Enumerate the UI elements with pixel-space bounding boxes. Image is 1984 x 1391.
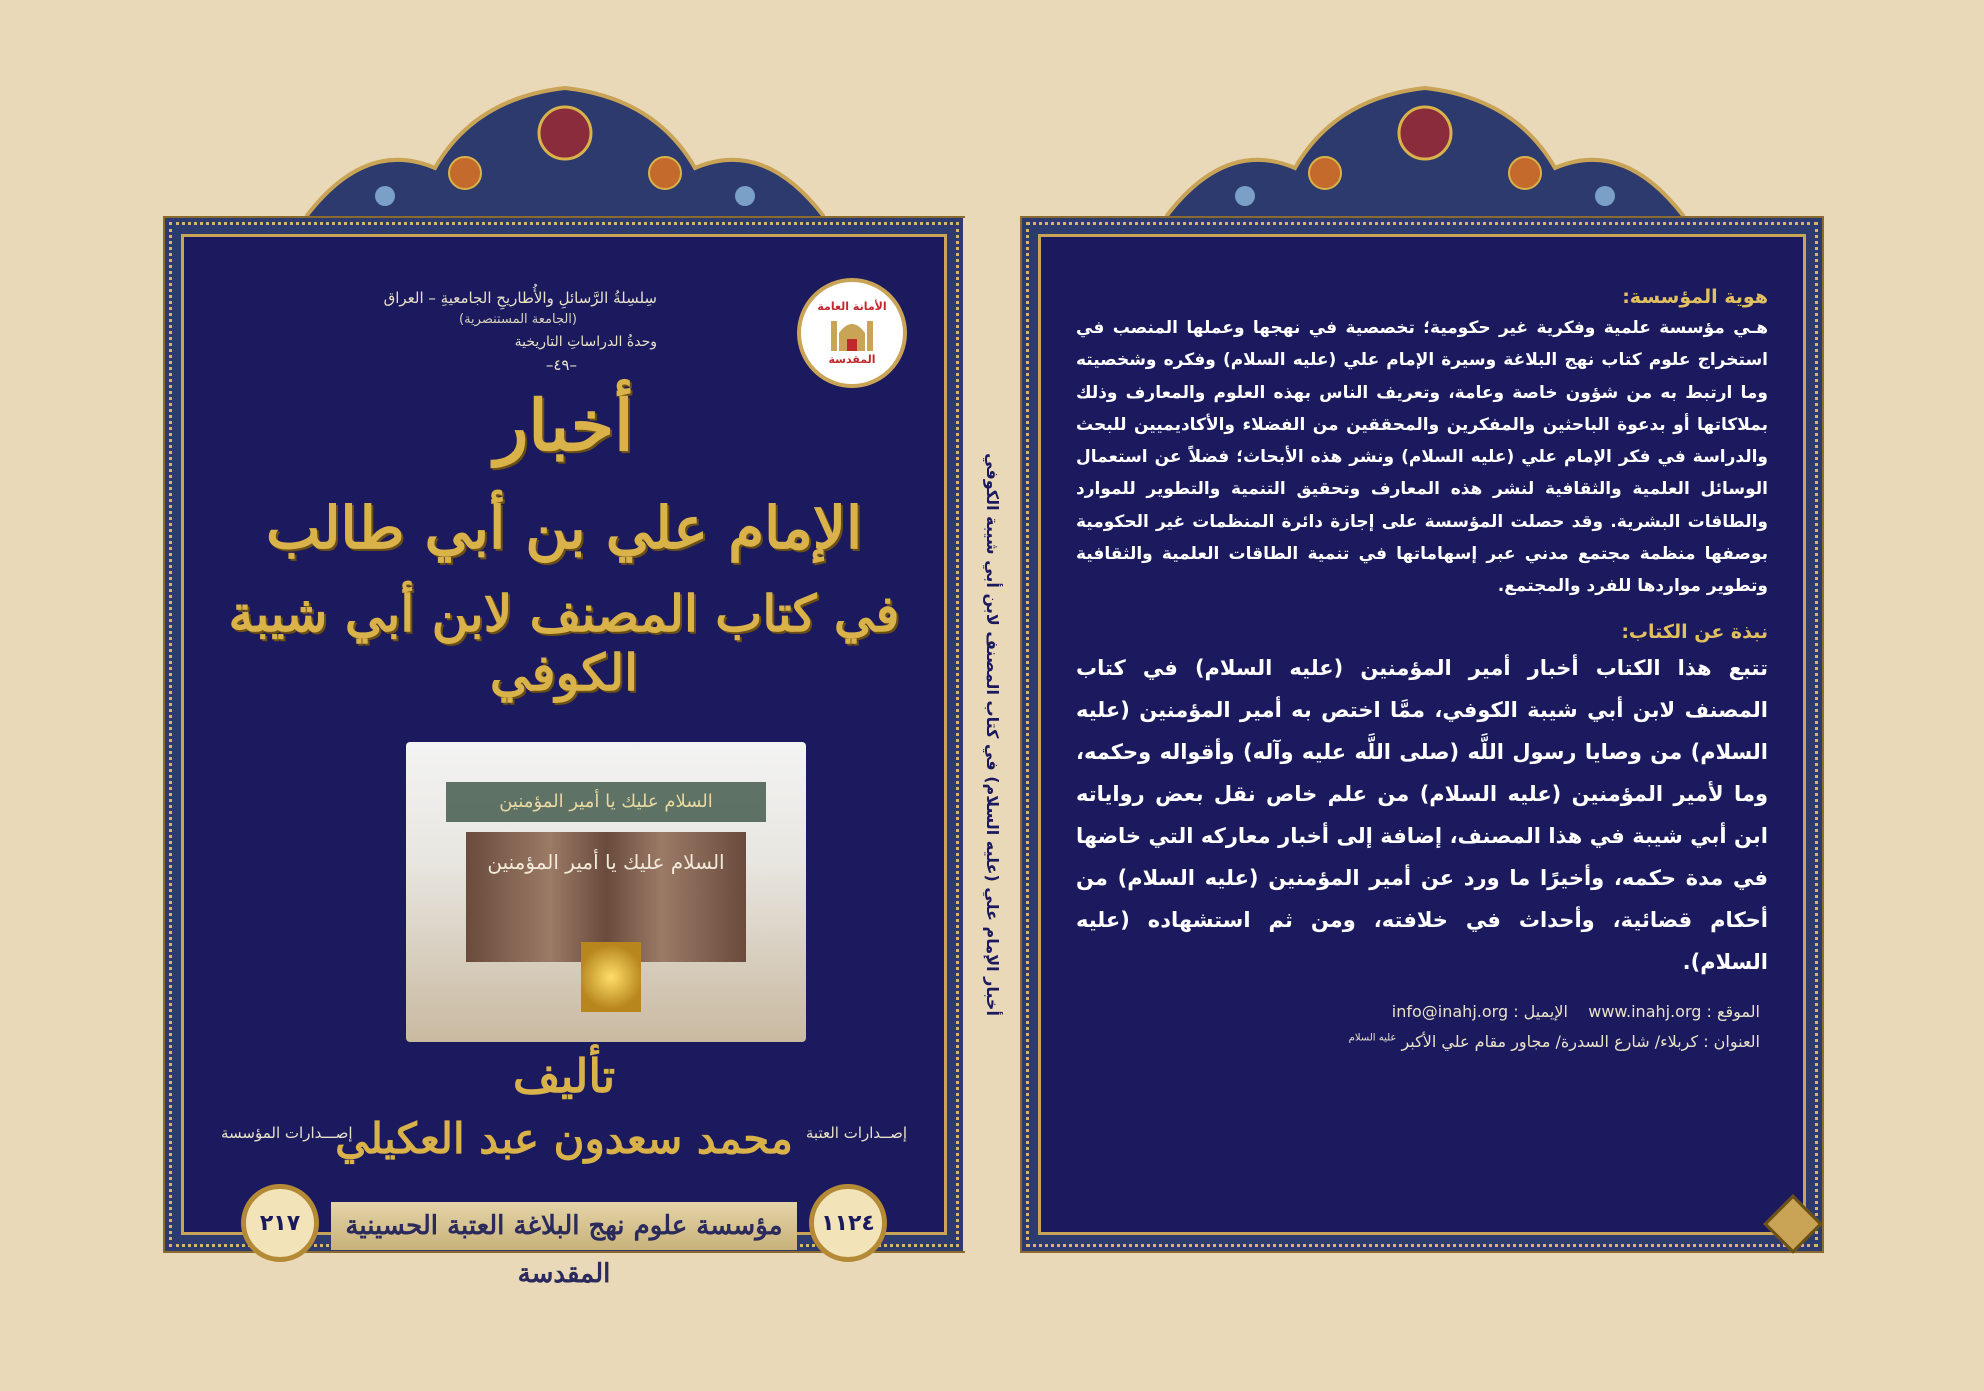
title-line-3: في كتاب المصنف لابن أبي شيبة الكوفي: [228, 584, 900, 702]
department-name: وحدةُ الدراساتِ التاريخية: [514, 333, 657, 350]
spine-title: أخبار الإمام علي (عليه السلام) في كتاب المصنف لابن أبي شيبة الكوفي: [982, 453, 1002, 1016]
contact-line-web: [1076, 997, 1760, 1027]
website-link[interactable]: www.inahj.org: [1588, 1001, 1702, 1021]
shrine-icon: [829, 313, 875, 353]
address-text: كربلاء/ شارع السدرة/ مجاور مقام علي الأكبر: [1401, 1032, 1699, 1052]
contact-line-address: [1076, 1027, 1760, 1057]
about-heading: نبذة عن الكتاب:: [1621, 620, 1768, 643]
series-number: –٤٩–: [545, 356, 577, 375]
author-name: محمد سعدون عبد العكيلي: [335, 1114, 793, 1163]
badge-institution-number: ٢١٧: [241, 1184, 319, 1262]
address-honorific: عليه السلام: [1348, 1032, 1397, 1044]
website-label: الموقع :: [1706, 1001, 1760, 1021]
contact-block: [1076, 997, 1768, 1058]
identity-text: هـي مؤسسة علمية وفكرية غير حكومية؛ تخصصية في نهجها وعملها المنصب في استخراج علوم كتاب نهج البلاغة وسيرة الإمام علي (عليه السلام) وفكره وشخصيته وما ارتبط به من شؤون خاصة وعامة، وتعريف الناس بهذه العلوم والمعارف وذلك بملاكاتها أو بدعوة الباحثين والمفكرين والمحققين من الفضلاء والأكاديميين للبحث والدراسة في فكر الإمام علي (عليه السلام) ونشر هذه الأبحاث؛ فضلاً عن استعمال الوسائل العلمية والثقافية لنشر هذه المعارف وتحقيق التنمية والتطوير للموارد والطاقات البشرية. وقد حصلت المؤسسة على إجازة دائرة المنظمات غير الحكومية بوصفها منظمة مجتمع مدني عبر إسهاماتها في تنمية الطاقات العلمية والثقافية وتطوير مواردها للفرد والمجتمع.: [1076, 318, 1768, 597]
badge-shrine-number: ١١٢٤: [809, 1184, 887, 1262]
identity-heading: هوية المؤسسة:: [1622, 286, 1768, 308]
photo-curtain: السلام عليك يا أمير المؤمنين: [466, 832, 746, 962]
logo-text-top: الأمانة العامة: [817, 300, 887, 313]
series-block: [237, 286, 657, 377]
title-word: أخبار: [494, 384, 634, 467]
shrine-logo: [797, 278, 907, 388]
about-text: تتبع هذا الكتاب أخبار أمير المؤمنين (عليه السلام) في كتاب المصنف لابن أبي شيبة الكوفي، ممَّا اختص به أمير المؤمنين (عليه السلام) من وصايا رسول اللَّه (صلى اللَّه عليه وآله) وأقواله وحكمه، وما لأمير المؤمنين (عليه السلام) من علم خاص نقل بعض رواياته ابن أبي شيبة في هذا المصنف، إضافة إلى أخبار معاركه التي خاضها في مدة حكمه، وأخيرًا ما ورد عن أمير المؤمنين (عليه السلام) من أحكام قضائية، وأحداث في خلافته، ومن ثم استشهاده (عليه السلام).: [1076, 655, 1768, 974]
back-cover: [1022, 218, 1822, 1251]
email-link[interactable]: info@inahj.org: [1391, 1001, 1509, 1021]
address-label: العنوان :: [1703, 1032, 1760, 1052]
shrine-light: [581, 942, 641, 1012]
imprint-shrine: إصــدارات العتبة: [805, 1124, 907, 1142]
floral-ornament-right: [1165, 78, 1685, 218]
photo-inscription-band: السلام عليك يا أمير المؤمنين: [446, 782, 766, 822]
email-label: الإيميل :: [1513, 1001, 1568, 1021]
floral-ornament-left: [305, 78, 825, 218]
book-spine: [963, 218, 1021, 1251]
spine-title-wrap: [963, 218, 1021, 1251]
author-label: تأليف: [512, 1049, 616, 1103]
corner-ornament: [1763, 1194, 1822, 1253]
shrine-photo: [406, 742, 806, 1042]
series-line: سِلسِلةُ الرَّسائلِ والأُطاريحِ الجامعيةِ – العراق: [383, 289, 657, 307]
title-line-2: الإمام علي بن أبي طالب: [265, 494, 863, 562]
imprint-institution: إصـــدارات المؤسسة: [221, 1124, 353, 1142]
university-name: (الجامعة المستنصرية): [459, 312, 577, 327]
publisher-band: مؤسسة علوم نهج البلاغة العتبة الحسينية المقدسة: [331, 1202, 797, 1250]
front-cover: [165, 218, 963, 1289]
logo-text-bottom: المقدسة: [828, 353, 876, 366]
